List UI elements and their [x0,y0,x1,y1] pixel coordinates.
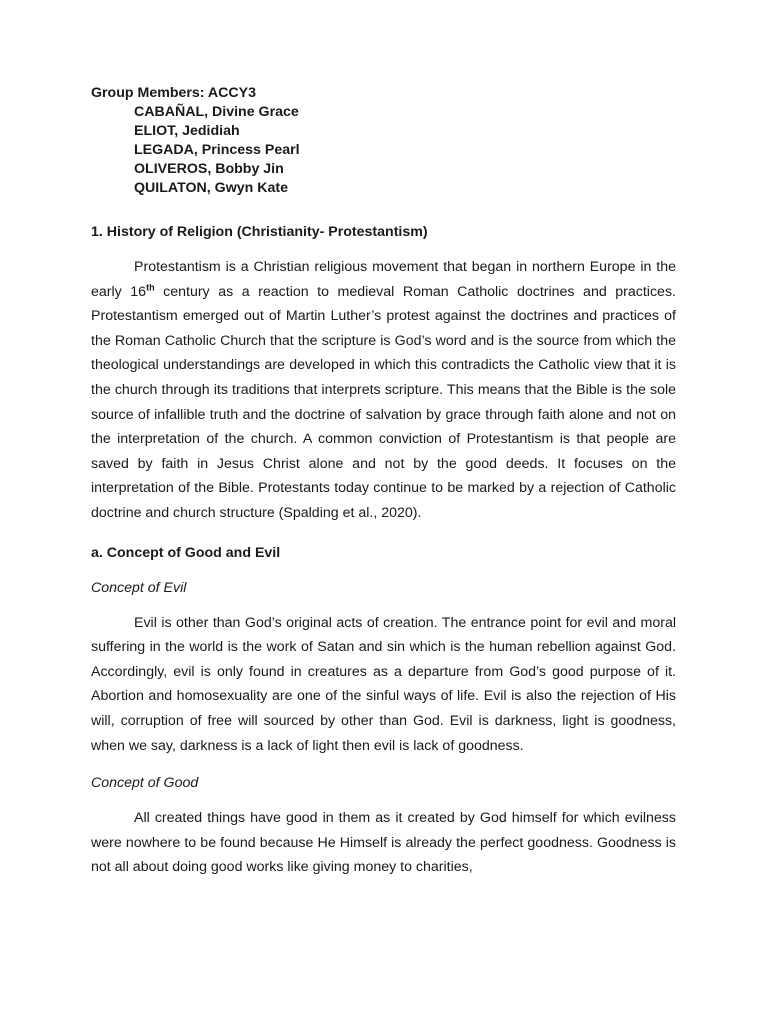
history-text-part2: century as a reaction to medieval Roman Catholic doctrines and practices. Protestantism emerged out of Martin Luther’s protest against the doctrines and practices of the Roman Catholic Church that the scripture is God’s word and is the source from which the theological understandings are developed in which this contradicts the Catholic view that it is the church through its traditions that interprets scripture. This means that the Bible is the sole source of infallible truth and the doctrine of salvation by grace through faith alone and not on the interpretation of the church. A common conviction of Protestantism is that people are saved by faith in Jesus Christ alone and not by the good deeds. It focuses on the interpretation of the Bible. Protestants today continue to be marked by a rejection of Catholic doctrine and church structure (Spalding et al., 2020). [91,283,676,521]
history-text-part1: Protestantism is a Christian religious movement that began in northern Europe in the early 16 [91,259,676,300]
member-name: QUILATON, Gwyn Kate [134,180,288,196]
group-members-heading: Group Members: ACCY3 [91,85,257,101]
member-name: CABAÑAL, Divine Grace [134,104,299,120]
section-title-history: 1. History of Religion (Christianity- Protestantism) [91,224,428,240]
group-members-list [91,103,676,198]
document-page [91,84,676,880]
member-name: OLIVEROS, Bobby Jin [134,161,284,177]
good-paragraph: All created things have good in them as it created by God himself for which evilness were nowhere to be found because He Himself is already the perfect goodness. Goodness is not all about doing good works like giving money to charities, [91,810,676,876]
member-name: ELIOT, Jedidiah [134,123,240,139]
concept-of-evil-heading: Concept of Evil [91,579,187,596]
ordinal-superscript: th [146,281,155,292]
concept-of-good-heading: Concept of Good [91,775,199,792]
evil-paragraph: Evil is other than God’s original acts of creation. The entrance point for evil and moral suffering in the world is the work of Satan and sin which is the human rebellion against God. Accordingly, evil is only found in creatures as a departure from God’s good purpose of it. Abortion and homosexuality are one of the sinful ways of life. Evil is also the rejection of His will, corruption of free will sourced by other than God. Evil is darkness, light is goodness, when we say, darkness is a lack of light then evil is lack of goodness. [91,614,676,754]
history-paragraph [91,255,676,526]
subsection-title-good-evil: a. Concept of Good and Evil [91,544,281,561]
member-name: LEGADA, Princess Pearl [134,142,300,158]
